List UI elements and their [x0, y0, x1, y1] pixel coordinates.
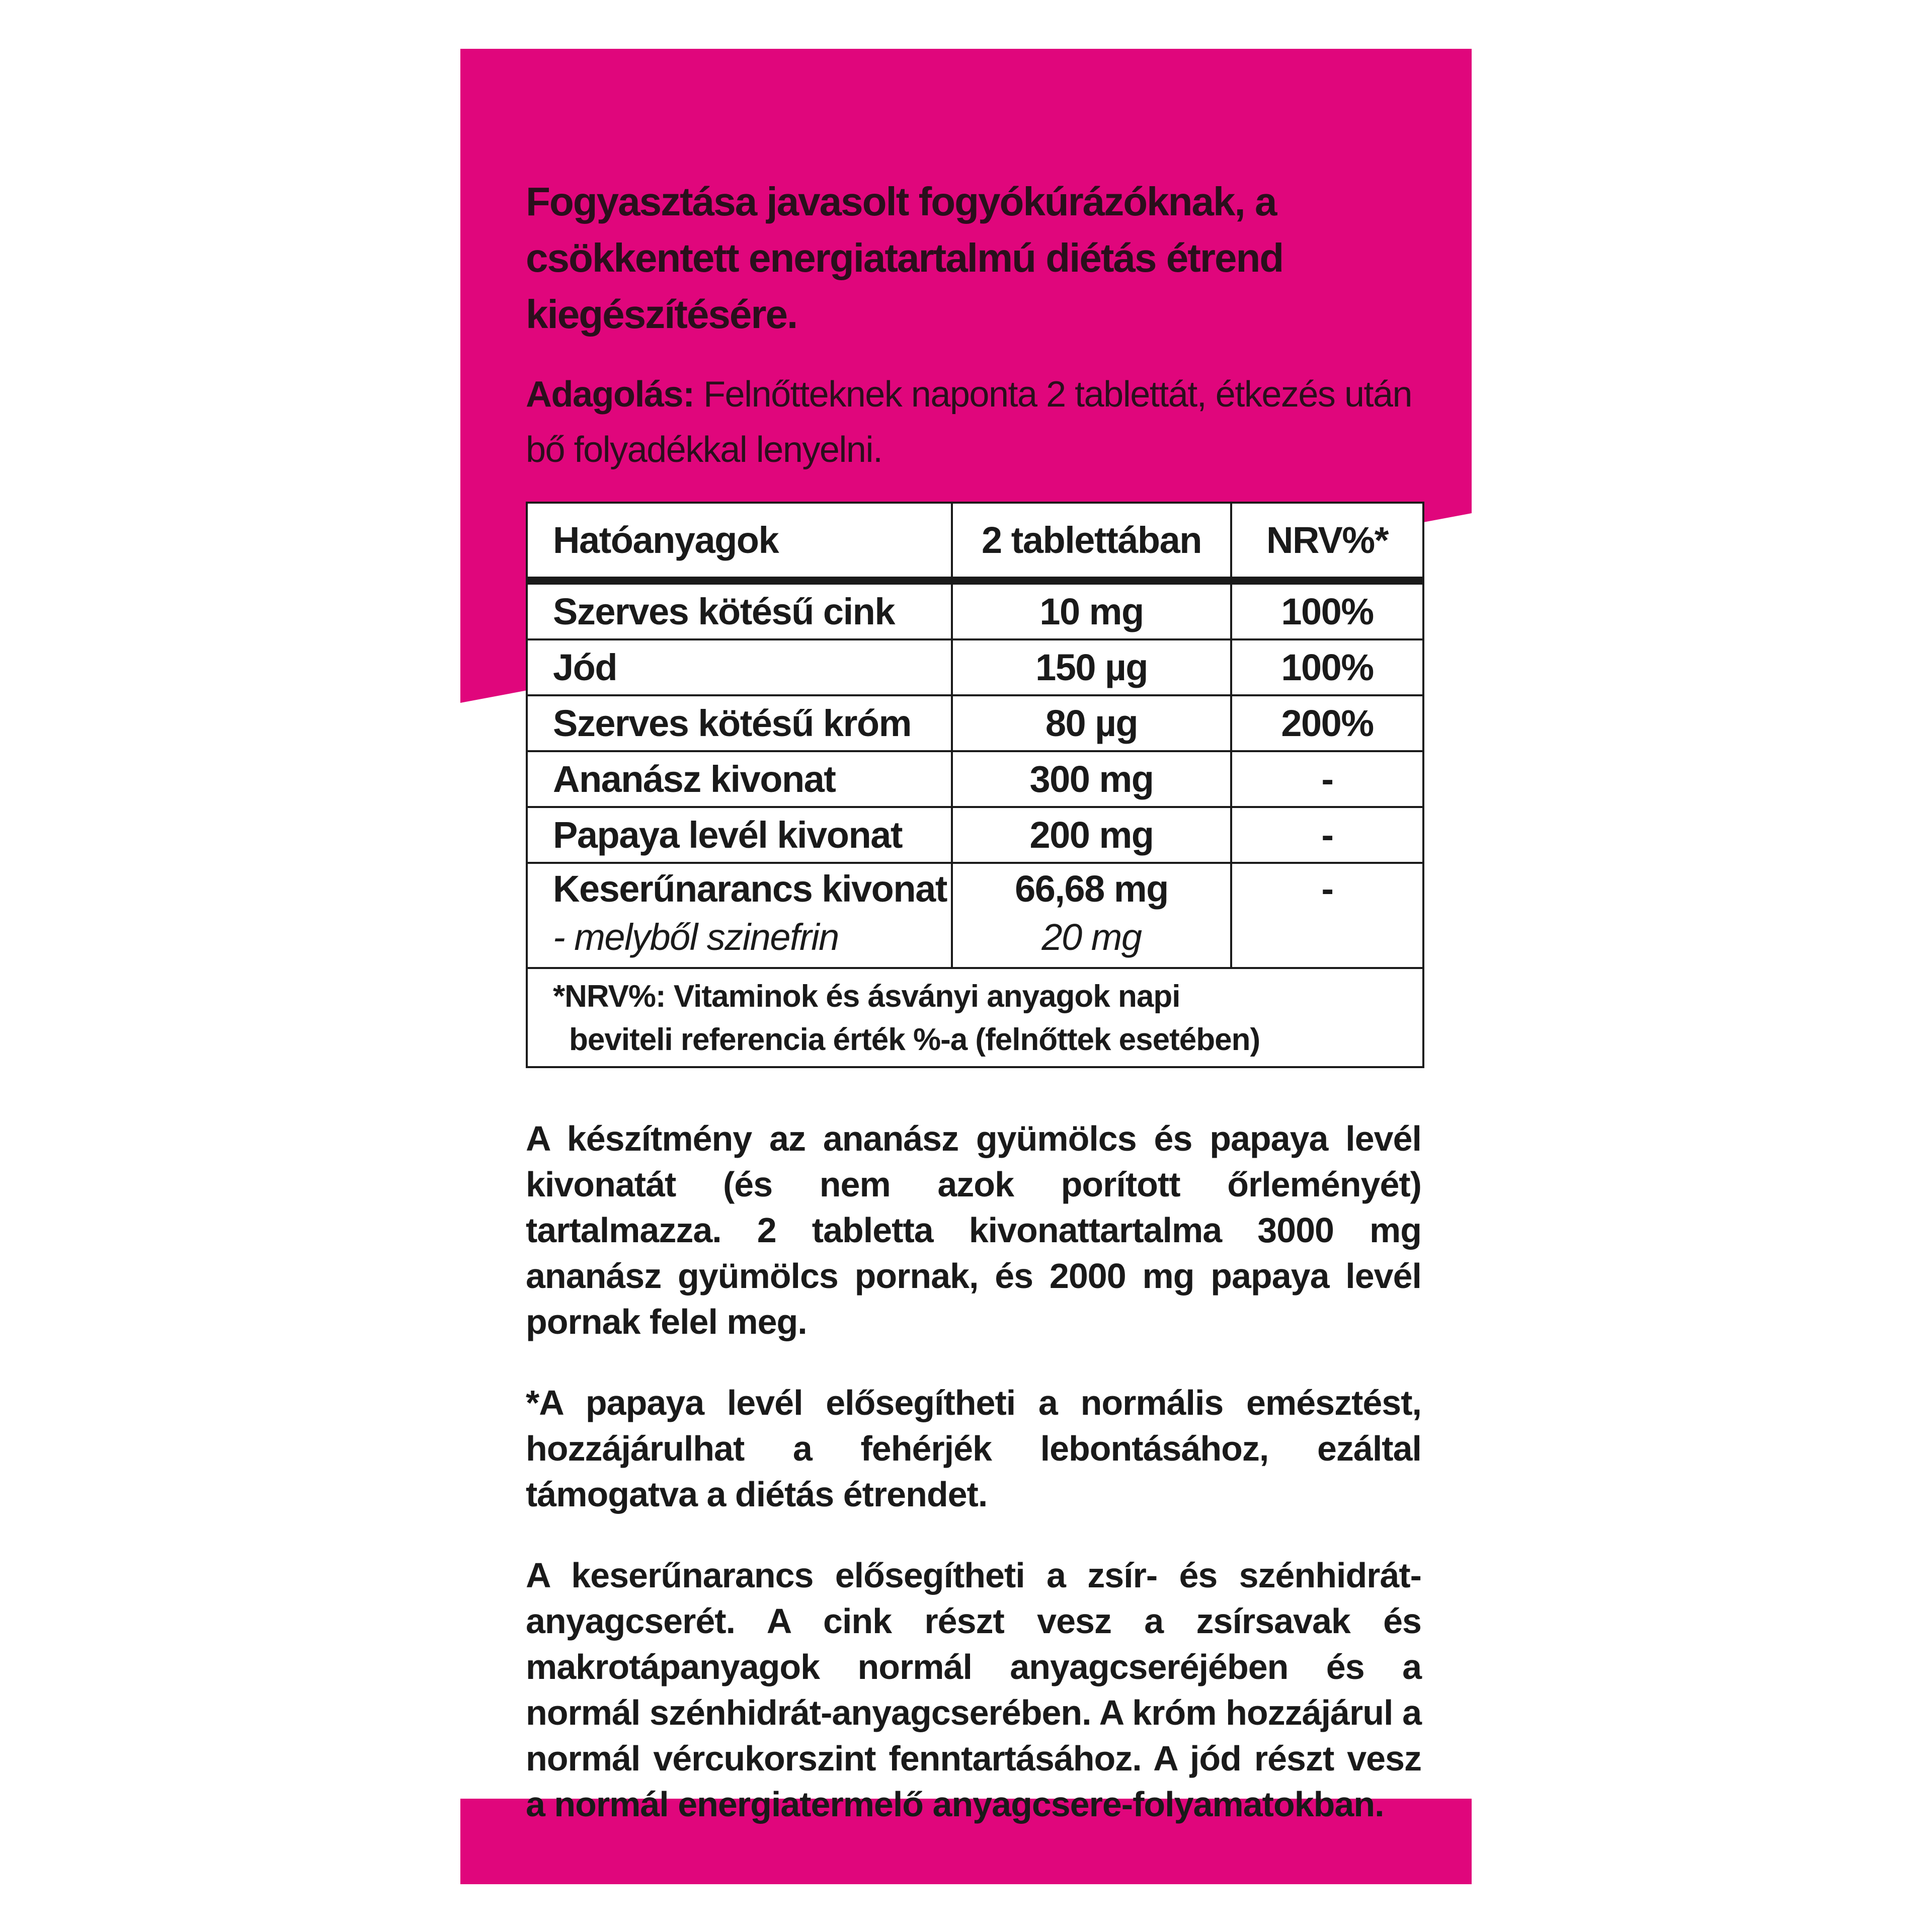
header-ingredients: Hatóanyagok	[527, 503, 952, 581]
table-row	[527, 695, 1423, 751]
dosage-label: Adagolás:	[526, 374, 694, 415]
ingredient-name: Ananász kivonat	[527, 751, 952, 807]
ingredient-name: Jód	[527, 639, 952, 695]
ingredient-nrv: 200%	[1231, 695, 1423, 751]
ingredients-table	[526, 502, 1424, 1068]
headline: Fogyasztása javasolt fogyókúrázóknak, a csökkentett energiatartalmú diétás étrend kiegészítésére.	[526, 179, 1283, 337]
ingredient-nrv: -	[1231, 751, 1423, 807]
ingredient-amount: 80 µg	[952, 695, 1231, 751]
ingredient-name: Keserűnarancs kivonat	[553, 868, 947, 910]
ingredient-amount: 150 µg	[952, 639, 1231, 695]
ingredient-nrv: 100%	[1231, 639, 1423, 695]
table-footnote-row	[527, 968, 1423, 1067]
table-row	[527, 863, 1423, 968]
nrv-footnote	[527, 968, 1423, 1067]
footnote-line-1: *NRV%: Vitaminok és ásványi anyagok napi	[553, 979, 1180, 1014]
header-nrv: NRV%*	[1231, 503, 1423, 581]
ingredient-name: Papaya levél kivonat	[527, 807, 952, 863]
ingredient-nrv: -	[1231, 863, 1423, 968]
dosage-text	[526, 367, 1421, 477]
ingredient-amount: 200 mg	[952, 807, 1231, 863]
table-row	[527, 639, 1423, 695]
ingredient-amount-cell	[952, 863, 1231, 968]
papaya-paragraph: *A papaya levél elősegítheti a normális emésztést, hozzájárulhat a fehérjék lebontásához, ezáltal támogatva a diétás étrendet.	[526, 1383, 1421, 1514]
table-row	[527, 807, 1423, 863]
table-row	[527, 751, 1423, 807]
dosage-body: Felnőtteknek naponta 2 tablettát, étkezés után bő folyadékkal lenyelni.	[526, 374, 1412, 470]
ingredient-subamount: 20 mg	[1041, 916, 1142, 958]
ingredient-subname: - melyből szinefrin	[553, 916, 839, 958]
ingredient-amount: 10 mg	[952, 581, 1231, 639]
ingredient-nrv: 100%	[1231, 581, 1423, 639]
health-claims-paragraph: A keserűnarancs elősegítheti a zsír- és szénhidrát-anyagcserét. A cink részt vesz a zsírsavak és makrotápanyagok normál anyagcseréjében és a normál szénhidrát-anyagcserében. A króm hozzájárul a normál vércukorszint fenntartásához. A jód részt vesz a normál energiatermelő anyagcsere-folyamatokban.	[526, 1556, 1421, 1824]
footnote-line-2: beviteli referencia érték %-a (felnőttek esetében)	[569, 1022, 1260, 1057]
ingredient-name: Szerves kötésű króm	[527, 695, 952, 751]
header-amount: 2 tablettában	[952, 503, 1231, 581]
ingredient-amount: 300 mg	[952, 751, 1231, 807]
ingredient-amount: 66,68 mg	[1015, 868, 1168, 910]
ingredient-name-cell	[527, 863, 952, 968]
ingredient-name: Szerves kötésű cink	[527, 581, 952, 639]
label-content	[526, 174, 1421, 1827]
ingredient-nrv: -	[1231, 807, 1423, 863]
table-row	[527, 581, 1423, 639]
table-header-row	[527, 503, 1423, 581]
extract-paragraph: A készítmény az ananász gyümölcs és papaya levél kivonatát (és nem azok porított őrleményét) tartalmazza. 2 tabletta kivonattartalma 3000 mg ananász gyümölcs pornak, és 2000 mg papaya levél pornak felel meg.	[526, 1119, 1421, 1341]
